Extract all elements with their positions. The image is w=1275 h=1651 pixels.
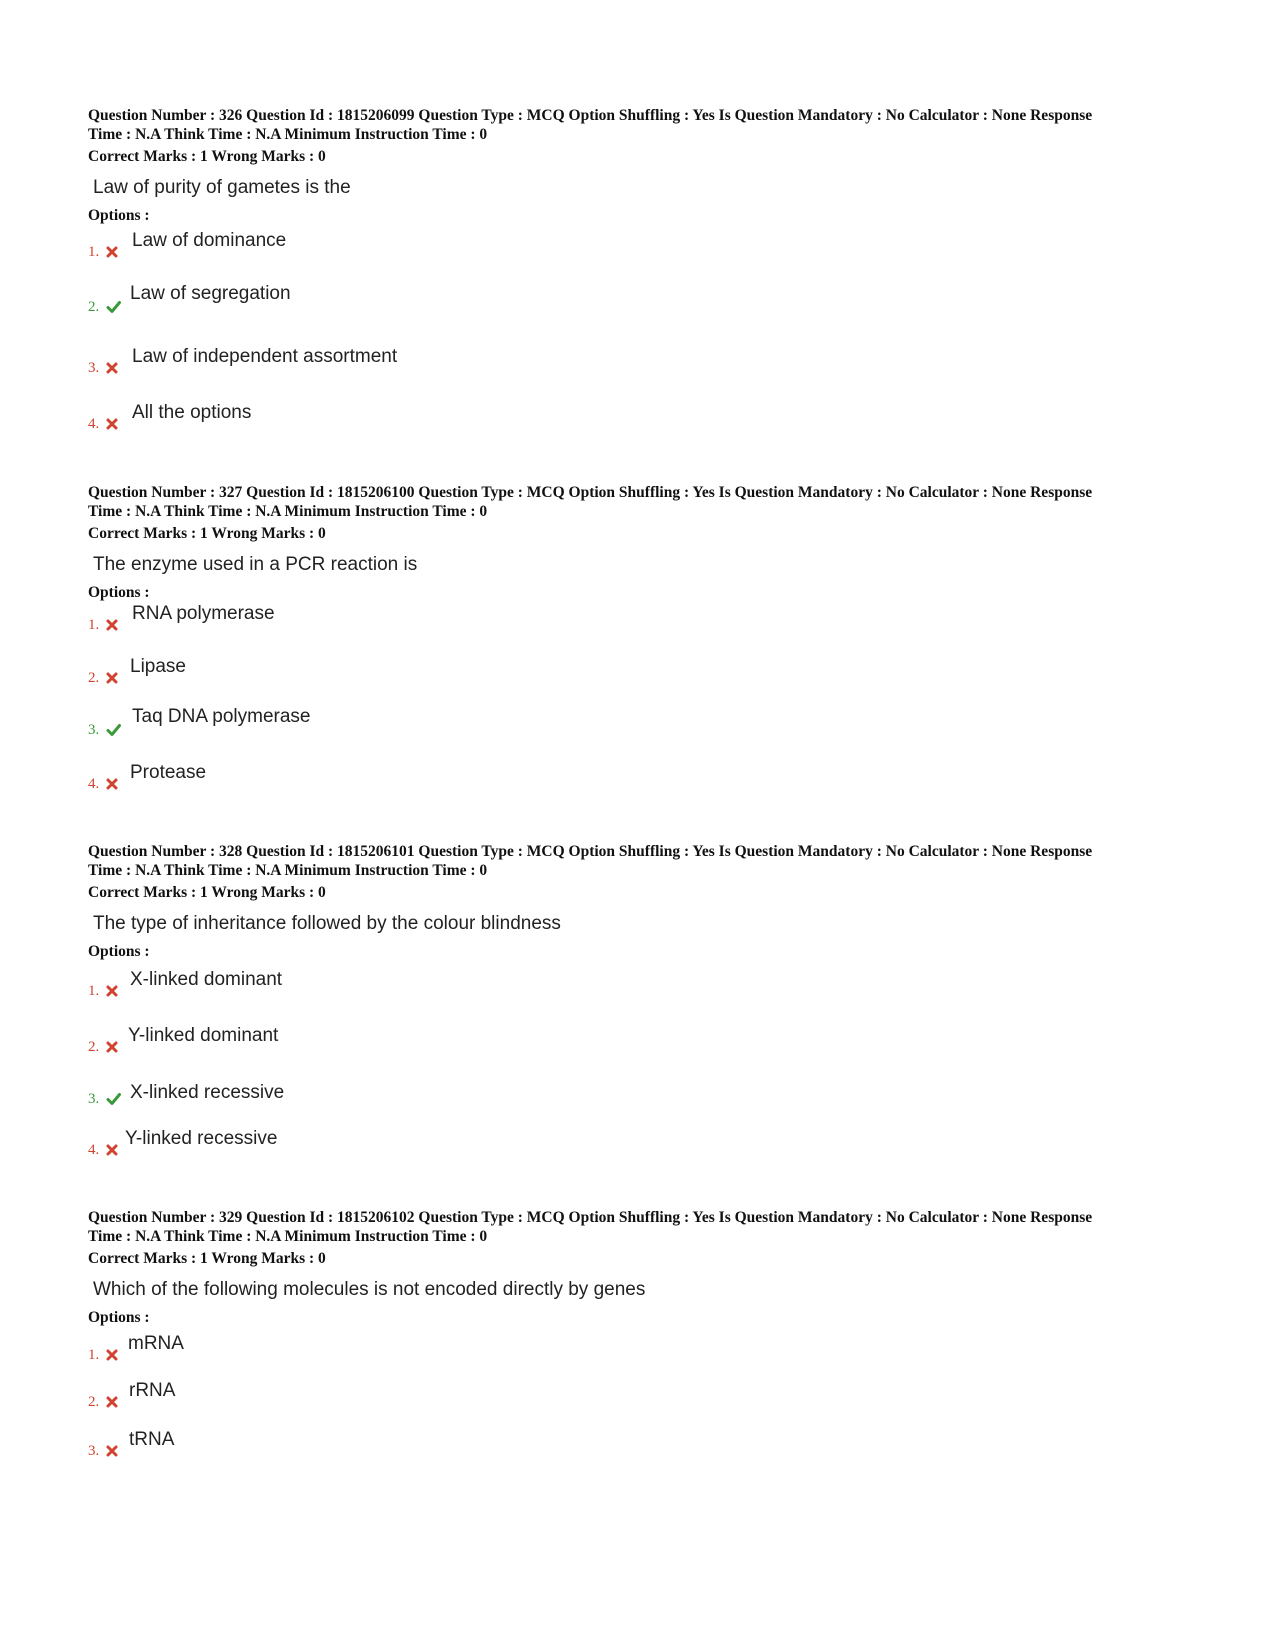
- cross-icon: [105, 1395, 119, 1409]
- option-number: 1.: [88, 617, 100, 633]
- option-number: 4.: [88, 416, 100, 432]
- option-text: Protease: [130, 762, 207, 783]
- option-item: [88, 1128, 788, 1158]
- option-number: 3.: [88, 722, 100, 738]
- question-meta-line1: Question Number : 327 Question Id : 1815206100 Question Type : MCQ Option Shuffling : Yes Is Question Mandatory : No Calculator : None Response: [88, 484, 1093, 501]
- options-list: [88, 1333, 1208, 1483]
- question-meta-line2: Time : N.A Think Time : N.A Minimum Instruction Time : 0: [88, 1228, 488, 1245]
- cross-icon: [105, 777, 119, 791]
- option-item: [88, 1333, 788, 1363]
- question-block: [88, 483, 1208, 602]
- option-number: 4.: [88, 1142, 100, 1158]
- check-icon: [105, 1092, 122, 1106]
- cross-icon: [105, 671, 119, 685]
- options-list: [88, 603, 1208, 803]
- option-item: [88, 346, 788, 376]
- cross-icon: [105, 1348, 119, 1362]
- option-number: 2.: [88, 299, 100, 315]
- cross-icon: [105, 1444, 119, 1458]
- cross-icon: [105, 1143, 119, 1157]
- option-item: [88, 603, 788, 633]
- options-list: [88, 969, 1208, 1169]
- cross-icon: [105, 984, 119, 998]
- question-meta-line2: Time : N.A Think Time : N.A Minimum Instruction Time : 0: [88, 126, 488, 143]
- option-item: [88, 1429, 788, 1459]
- option-number: 4.: [88, 776, 100, 792]
- option-item: [88, 1077, 788, 1107]
- question-meta-line2: Time : N.A Think Time : N.A Minimum Instruction Time : 0: [88, 862, 488, 879]
- options-label: Options :: [88, 1309, 150, 1326]
- option-text: tRNA: [129, 1429, 175, 1450]
- question-meta-line1: Question Number : 326 Question Id : 1815206099 Question Type : MCQ Option Shuffling : Yes Is Question Mandatory : No Calculator : None Response: [88, 107, 1093, 124]
- cross-icon: [105, 245, 119, 259]
- question-meta: [88, 106, 1208, 144]
- option-item: [88, 230, 788, 260]
- options-label: Options :: [88, 207, 150, 224]
- option-text: Law of segregation: [130, 283, 291, 304]
- question-meta-line1: Question Number : 328 Question Id : 1815206101 Question Type : MCQ Option Shuffling : Yes Is Question Mandatory : No Calculator : None Response: [88, 843, 1093, 860]
- option-number: 2.: [88, 1394, 100, 1410]
- option-number: 1.: [88, 1347, 100, 1363]
- question-marks: Correct Marks : 1 Wrong Marks : 0: [88, 884, 326, 901]
- option-number: 1.: [88, 983, 100, 999]
- question-block: [88, 842, 1208, 961]
- option-text: Law of dominance: [132, 230, 287, 251]
- option-text: X-linked recessive: [130, 1082, 285, 1103]
- option-item: [88, 762, 788, 792]
- question-stem: The type of inheritance followed by the colour blindness: [93, 913, 561, 934]
- option-text: Taq DNA polymerase: [132, 706, 311, 727]
- option-text: RNA polymerase: [132, 603, 275, 624]
- question-block: [88, 1208, 1208, 1327]
- question-meta: [88, 842, 1208, 880]
- option-item: [88, 969, 788, 999]
- option-text: mRNA: [128, 1333, 184, 1354]
- options-list: [88, 230, 1208, 460]
- option-number: 1.: [88, 244, 100, 260]
- option-number: 3.: [88, 360, 100, 376]
- cross-icon: [105, 618, 119, 632]
- question-meta: [88, 1208, 1208, 1246]
- option-item: [88, 402, 788, 432]
- option-number: 3.: [88, 1091, 100, 1107]
- question-marks: Correct Marks : 1 Wrong Marks : 0: [88, 1250, 326, 1267]
- option-item: [88, 285, 788, 315]
- option-number: 2.: [88, 1039, 100, 1055]
- option-text: X-linked dominant: [130, 969, 283, 990]
- option-text: Y-linked recessive: [125, 1128, 278, 1149]
- check-icon: [105, 300, 122, 314]
- options-label: Options :: [88, 584, 150, 601]
- option-text: All the options: [132, 402, 252, 423]
- option-number: 2.: [88, 670, 100, 686]
- question-stem: Law of purity of gametes is the: [93, 177, 351, 198]
- question-block: [88, 106, 1208, 225]
- question-stem: The enzyme used in a PCR reaction is: [93, 554, 418, 575]
- cross-icon: [105, 361, 119, 375]
- question-meta: [88, 483, 1208, 521]
- options-label: Options :: [88, 943, 150, 960]
- option-text: rRNA: [129, 1380, 176, 1401]
- option-text: Law of independent assortment: [132, 346, 398, 367]
- option-item: [88, 1380, 788, 1410]
- option-text: Lipase: [130, 656, 186, 677]
- question-marks: Correct Marks : 1 Wrong Marks : 0: [88, 525, 326, 542]
- question-meta-line1: Question Number : 329 Question Id : 1815206102 Question Type : MCQ Option Shuffling : Yes Is Question Mandatory : No Calculator : None Response: [88, 1209, 1093, 1226]
- option-item: [88, 656, 788, 686]
- option-number: 3.: [88, 1443, 100, 1459]
- question-marks: Correct Marks : 1 Wrong Marks : 0: [88, 148, 326, 165]
- cross-icon: [105, 1040, 119, 1054]
- option-item: [88, 1025, 788, 1055]
- cross-icon: [105, 417, 119, 431]
- question-meta-line2: Time : N.A Think Time : N.A Minimum Instruction Time : 0: [88, 503, 488, 520]
- check-icon: [105, 723, 122, 737]
- option-text: Y-linked dominant: [128, 1025, 279, 1046]
- question-stem: Which of the following molecules is not encoded directly by genes: [93, 1279, 646, 1300]
- option-item: [88, 708, 788, 738]
